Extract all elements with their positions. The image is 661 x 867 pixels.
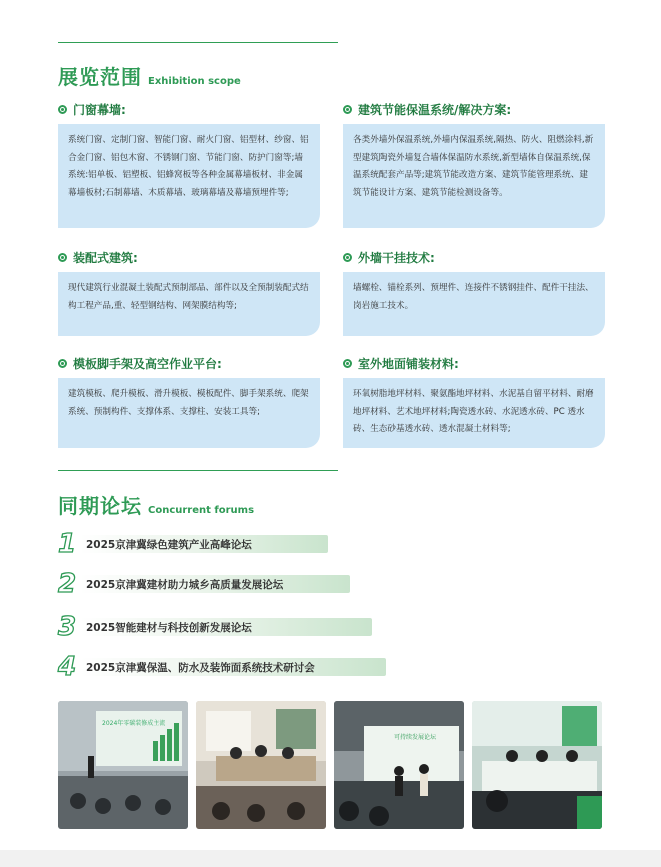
category-head — [343, 355, 459, 372]
forum-title: 2025京津冀绿色建筑产业高峰论坛 — [80, 535, 328, 553]
category-box: 各类外墙外保温系统,外墙内保温系统,隔热、防火、阻燃涂料,新型建筑陶瓷外墙复合墙体保温防水系统,新型墙体自保温系统,保温系统配套产品等;建筑节能改造方案、建筑节能管理系统、建筑节能设计方案、建筑节能检测设备等。 — [343, 124, 605, 228]
forums-divider — [58, 470, 338, 471]
page-footer-band — [0, 850, 661, 867]
forum-number: 2 — [58, 569, 77, 599]
forum-photo — [472, 701, 602, 829]
category-box: 建筑模板、爬升模板、滑升模板、模板配件、脚手架系统、爬架系统、预制构件、支撑体系、支撑柱、安装工具等; — [58, 378, 320, 448]
category-head — [343, 101, 511, 118]
category-box: 墙螺栓、锚栓系列、预埋件、连接件不锈钢挂件、配件干挂法、岗岩施工技术。 — [343, 272, 605, 336]
exhibition-title-en: Exhibition scope — [148, 76, 241, 87]
forum-title: 2025京津冀保温、防水及装饰面系统技术研讨会 — [80, 658, 386, 676]
bullet-icon — [58, 105, 67, 114]
category-title: 门窗幕墙: — [73, 103, 126, 117]
forum-item — [58, 614, 372, 640]
forum-title: 2025智能建材与科技创新发展论坛 — [80, 618, 372, 636]
screen-caption: 2024年零碳装修成主流 — [102, 720, 166, 727]
category-title: 装配式建筑: — [73, 251, 138, 265]
forum-item — [58, 654, 386, 680]
category-title: 模板脚手架及高空作业平台: — [73, 357, 222, 371]
forum-number: 4 — [58, 652, 77, 682]
exhibition-heading — [58, 61, 241, 90]
category-head — [58, 355, 222, 372]
forum-title: 2025京津冀建材助力城乡高质量发展论坛 — [80, 575, 350, 593]
forum-item — [58, 571, 350, 597]
category-box: 现代建筑行业混凝土装配式预制部品、部件以及全预制装配式结构工程产品,重、轻型钢结构、网架膜结构等; — [58, 272, 320, 336]
bullet-icon — [343, 105, 352, 114]
forums-heading — [58, 490, 254, 519]
forums-title-en: Concurrent forums — [148, 505, 255, 516]
bullet-icon — [343, 253, 352, 262]
forum-photo — [334, 701, 464, 829]
forum-photo — [196, 701, 326, 829]
screen-caption: 可持续发展论坛 — [394, 734, 437, 741]
forum-number: 3 — [58, 612, 77, 642]
forum-item — [58, 531, 328, 557]
bullet-icon — [58, 359, 67, 368]
bullet-icon — [58, 253, 67, 262]
category-head — [343, 249, 435, 266]
category-title: 建筑节能保温系统/解决方案: — [358, 103, 512, 117]
forum-number: 1 — [58, 529, 77, 559]
category-title: 外墙干挂技术: — [358, 251, 435, 265]
forum-photo — [58, 701, 188, 829]
category-head — [58, 249, 138, 266]
top-divider — [58, 42, 338, 43]
bullet-icon — [343, 359, 352, 368]
category-title: 室外地面铺装材料: — [358, 357, 459, 371]
exhibition-title-cn: 展览范围 — [58, 65, 142, 89]
category-head — [58, 101, 126, 118]
category-box: 系统门窗、定制门窗、智能门窗、耐火门窗、铝型材、纱窗、铝合金门窗、铝包木窗、不锈钢门窗、节能门窗、防护门窗等;墙系统:铝单板、铝塑板、铝蜂窝板等各种金属幕墙板材、非金属幕墙板材;石制幕墙、木质幕墙、玻璃幕墙及幕墙预埋件等; — [58, 124, 320, 228]
category-box: 环氧树脂地坪材料、聚氨酯地坪材料、水泥基自留平材料、耐磨地坪材料、艺术地坪材料;陶瓷透水砖、水泥透水砖、PC 透水砖、生态砂基透水砖、透水混凝土材料等; — [343, 378, 605, 448]
forums-title-cn: 同期论坛 — [58, 494, 142, 518]
